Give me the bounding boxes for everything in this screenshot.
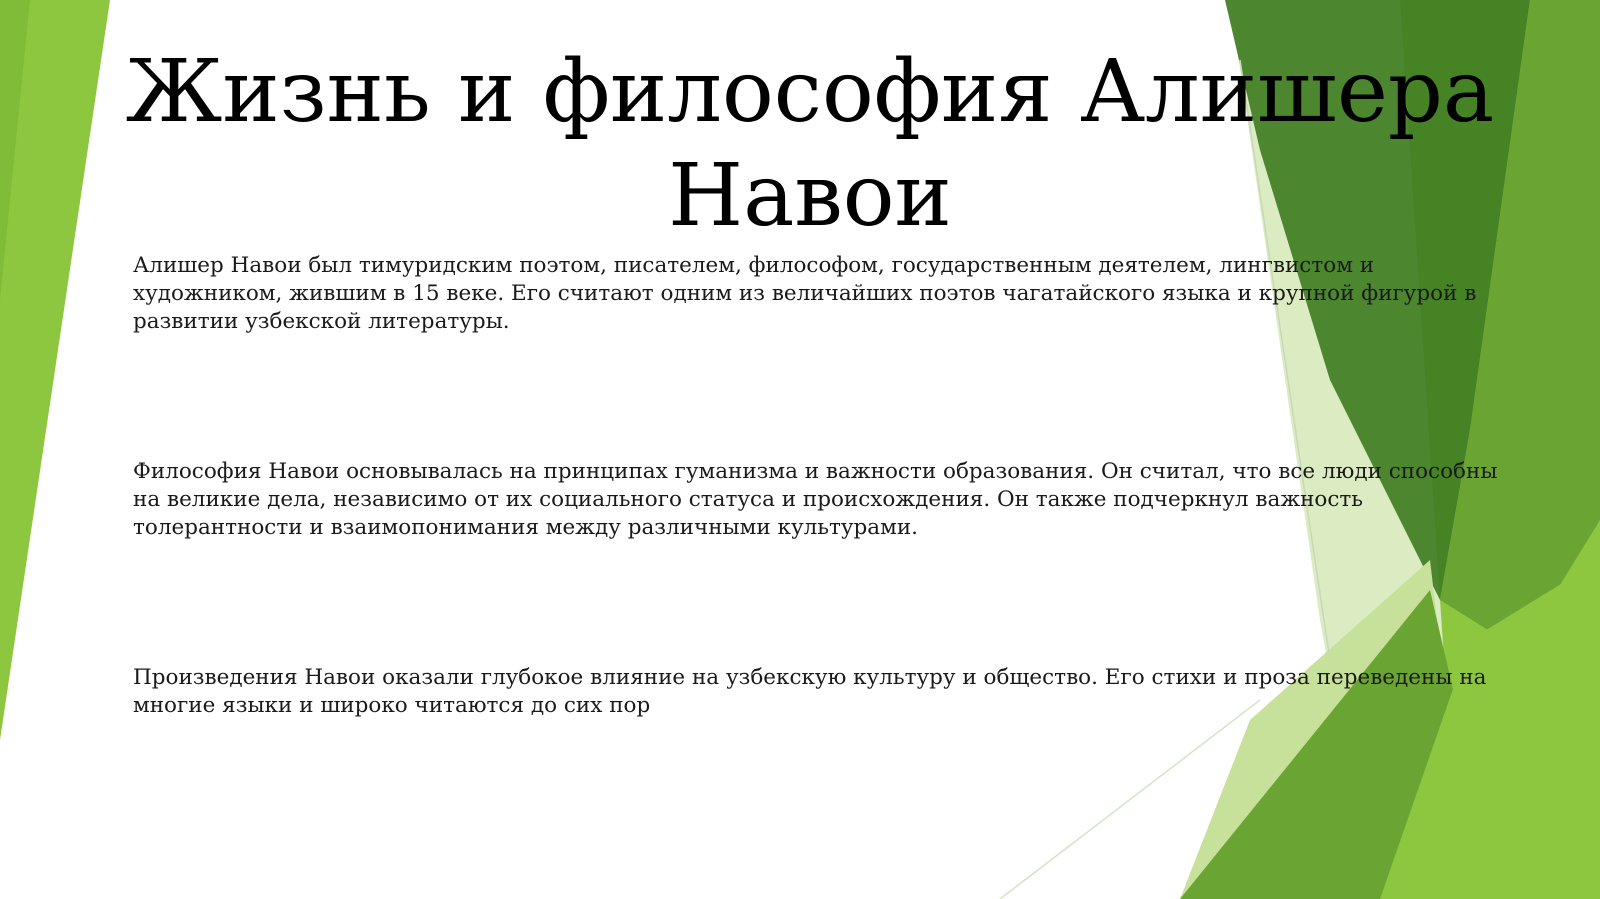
paragraph-biography: Алишер Навои был тимуридским поэтом, писателем, философом, государственным деятелем, лингвистом и художником, жившим в 15 веке. Его считают одним из величайших поэтов чагатайского языка и крупной фигурой в развитии узбекской литературы. bbox=[133, 253, 1477, 334]
slide-title: Жизнь и философия Алишера Навои bbox=[125, 42, 1495, 246]
paragraph-influence: Произведения Навои оказали глубокое влияние на узбекскую культуру и общество. Его стихи и проза переведены на многие языки и широко читаются до сих пор bbox=[133, 665, 1487, 718]
paragraph-philosophy: Философия Навои основывалась на принципах гуманизма и важности образования. Он считал, что все люди способны на великие дела, независимо от их социального статуса и происхождения. Он также подчеркнул важность толерантности и взаимопонимания между различными культурами. bbox=[133, 459, 1498, 540]
